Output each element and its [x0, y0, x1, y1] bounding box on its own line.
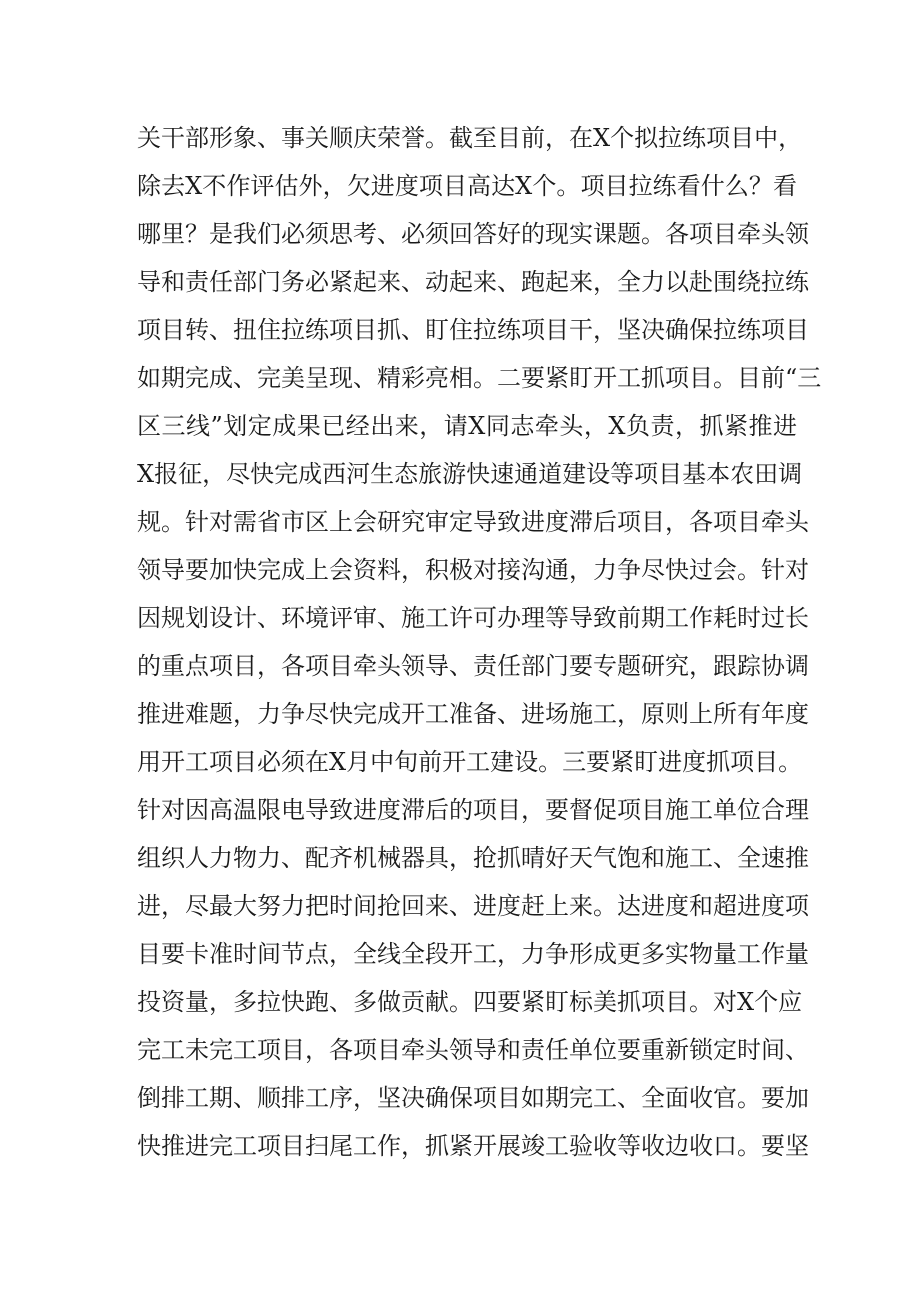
text-line-8: X报征，尽快完成西河生态旅游快速通道建设等项目基本农田调: [137, 460, 803, 488]
text-line-16: 组织人力物力、配齐机械器具，抢抓晴好天气饱和施工、全速推: [137, 844, 809, 872]
text-line-19: 投资量，多拉快跑、多做贡献。四要紧盯标美抓项目。对X个应: [137, 988, 803, 1016]
text-line-1: 关干部形象、事关顺庆荣誉。截至目前，在X个拟拉练项目中，: [137, 124, 803, 152]
text-line-11: 因规划设计、环境评审、施工许可办理等导致前期工作耗时过长: [137, 604, 809, 632]
text-line-6: 如期完成、完美呈现、精彩亮相。二要紧盯开工抓项目。目前“三: [137, 364, 822, 392]
text-line-18: 目要卡准时间节点，全线全段开工，力争形成更多实物量工作量: [137, 940, 809, 968]
text-line-7: 区三线”划定成果已经出来，请X同志牵头，X负责，抓紧推进: [137, 412, 797, 440]
text-line-9: 规。针对需省市区上会研究审定导致进度滞后项目，各项目牵头: [137, 508, 809, 536]
text-line-4: 导和责任部门务必紧起来、动起来、跑起来，全力以赴围绕拉练: [137, 268, 809, 296]
text-line-21: 倒排工期、顺排工序，坚决确保项目如期完工、全面收官。要加: [137, 1084, 809, 1112]
text-line-15: 针对因高温限电导致进度滞后的项目，要督促项目施工单位合理: [137, 796, 809, 824]
text-line-10: 领导要加快完成上会资料，积极对接沟通，力争尽快过会。针对: [137, 556, 809, 584]
text-line-12: 的重点项目，各项目牵头领导、责任部门要专题研究，跟踪协调: [137, 652, 809, 680]
body-text: [137, 114, 822, 1170]
text-line-20: 完工未完工项目，各项目牵头领导和责任单位要重新锁定时间、: [137, 1036, 809, 1064]
text-line-22: 快推进完工项目扫尾工作，抓紧开展竣工验收等收边收口。要坚: [137, 1132, 809, 1160]
text-line-13: 推进难题，力争尽快完成开工准备、进场施工，原则上所有年度: [137, 700, 809, 728]
text-line-2: 除去X不作评估外，欠进度项目高达X个。项目拉练看什么？看: [137, 172, 797, 200]
text-line-5: 项目转、扭住拉练项目抓、盯住拉练项目干，坚决确保拉练项目: [137, 316, 809, 344]
text-line-17: 进，尽最大努力把时间抢回来、进度赶上来。达进度和超进度项: [137, 892, 809, 920]
text-line-14: 用开工项目必须在X月中旬前开工建设。三要紧盯进度抓项目。: [137, 748, 803, 776]
text-line-3: 哪里？是我们必须思考、必须回答好的现实课题。各项目牵头领: [137, 220, 809, 248]
